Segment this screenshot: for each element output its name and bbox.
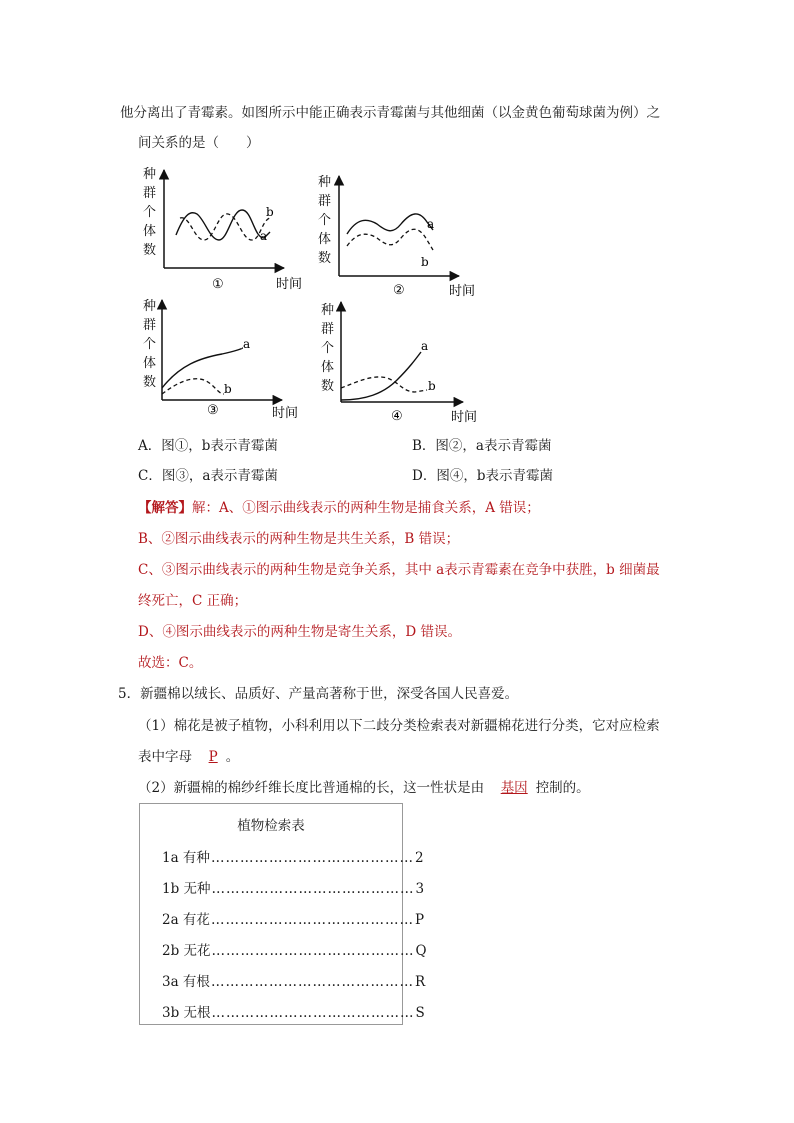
graph-4-y-label: [321, 303, 334, 394]
answer-line3: C、③图示曲线表示的两种生物是竞争关系，其中 a表示青霉素在竞争中获胜，b 细菌最: [138, 562, 660, 578]
key-row-1b: [162, 877, 425, 897]
option-b: B．图②，a表示青霉菌: [412, 438, 552, 454]
svg-text:数: 数: [318, 251, 332, 266]
key-row-result: S: [415, 1005, 425, 1021]
graph-2: [315, 168, 485, 303]
svg-text:体: 体: [318, 232, 332, 247]
svg-text:数: 数: [143, 243, 157, 258]
option-c: C．图③，a表示青霉菌: [138, 468, 278, 484]
graph-1-curve-a: [176, 210, 270, 240]
key-row-3a: [162, 970, 426, 990]
question5-part1-line2: [138, 748, 239, 766]
graph-3-y-label: [143, 299, 156, 390]
graph-4-x-label: 时间: [451, 410, 478, 425]
answer-line1-text: 解：A、①图示曲线表示的两种生物是捕食关系，A 错误；: [192, 500, 540, 516]
graph-4: [315, 294, 485, 429]
plant-key-table: [139, 803, 427, 1025]
graph-4-number: ④: [391, 409, 403, 424]
key-row-1a: [162, 846, 424, 866]
key-row-dots: ……………………………………: [211, 1005, 415, 1021]
part2-prefix: （2）新疆棉的棉纱纤维长度比普通棉的长，这一性状是由: [138, 780, 485, 796]
svg-text:群: 群: [143, 318, 157, 333]
svg-text:种: 种: [143, 167, 157, 182]
graph-3-label-a: a: [243, 337, 251, 351]
graph-2-label-a: a: [427, 217, 435, 231]
graph-1-label-a: a: [260, 229, 268, 243]
graph-2-number: ②: [393, 283, 405, 298]
graph-4-label-b: b: [428, 379, 436, 393]
key-row-dots: ……………………………………: [210, 974, 414, 990]
svg-text:种: 种: [143, 299, 157, 314]
svg-text:群: 群: [318, 194, 332, 209]
key-row-2a: [162, 908, 425, 928]
part2-suffix: 控制的。: [535, 780, 590, 796]
svg-text:个: 个: [321, 341, 335, 356]
graph-1-number: ①: [212, 277, 224, 292]
graph-2-y-label: [318, 175, 331, 266]
key-row-dots: ……………………………………: [210, 850, 414, 866]
part1-prefix: 表中字母: [138, 749, 192, 765]
graph-1-x-label: 时间: [276, 277, 303, 292]
graph-3-x-label: 时间: [272, 406, 299, 421]
plant-key-title: 植物检索表: [237, 818, 305, 834]
key-row-2b: [162, 939, 427, 959]
graph-3-curve-b: [162, 379, 224, 394]
graph-4-curve-a: [341, 352, 421, 400]
key-row-result: Q: [415, 943, 427, 959]
answer-line1: [138, 499, 540, 517]
svg-text:体: 体: [143, 356, 157, 371]
svg-text:体: 体: [143, 224, 157, 239]
option-a: A．图①，b表示青霉菌: [138, 438, 278, 454]
question5-stem: 5．新疆棉以绒长、品质好、产量高著称于世，深受各国人民喜爱。: [118, 686, 519, 702]
part1-suffix: 。: [225, 749, 240, 765]
svg-text:体: 体: [321, 360, 335, 375]
key-row-result: R: [414, 974, 426, 990]
question5-part2: [138, 779, 590, 797]
graph-2-label-b: b: [421, 255, 429, 269]
key-row-label: 2a 有花: [162, 912, 210, 928]
answer-line5: D、④图示曲线表示的两种生物是寄生关系，D 错误。: [138, 624, 461, 640]
answer-tag: 【解答】: [138, 500, 192, 516]
key-row-label: 2b 无花: [162, 943, 211, 959]
key-row-result: 2: [414, 850, 424, 866]
answer-line4: 终死亡，C 正确；: [138, 593, 248, 609]
part1-answer-blank: P: [208, 749, 218, 765]
svg-text:个: 个: [318, 213, 332, 228]
answer-line2: B、②图示曲线表示的两种生物是共生关系，B 错误；: [138, 531, 460, 547]
key-row-dots: ……………………………………: [211, 881, 415, 897]
graph-4-label-a: a: [421, 339, 429, 353]
graph-1-y-label: [143, 167, 156, 258]
key-row-dots: ……………………………………: [210, 912, 414, 928]
key-row-label: 3a 有根: [162, 974, 210, 990]
graph-3: [140, 290, 310, 425]
key-row-label: 1b 无种: [162, 881, 211, 897]
graph-2-x-label: 时间: [449, 284, 476, 299]
graph-1-label-b: b: [266, 205, 274, 219]
question-stem-line1: 他分离出了青霉素。如图所示中能正确表示青霉菌与其他细菌（以金黄色葡萄球菌为例）之: [120, 105, 660, 121]
part2-answer-blank: 基因: [500, 780, 528, 796]
key-row-label: 1a 有种: [162, 850, 210, 866]
graph-3-label-b: b: [224, 382, 232, 396]
svg-text:个: 个: [143, 337, 157, 352]
graph-1: [140, 160, 310, 295]
svg-text:群: 群: [143, 186, 157, 201]
question-stem-line2: 间关系的是（ ）: [138, 135, 260, 151]
svg-text:种: 种: [321, 303, 335, 318]
question5-part1-line1: （1）棉花是被子植物，小科利用以下二歧分类检索表对新疆棉花进行分类，它对应检索: [138, 718, 660, 734]
key-row-label: 3b 无根: [162, 1005, 211, 1021]
svg-text:种: 种: [318, 175, 332, 190]
key-row-dots: ……………………………………: [211, 943, 415, 959]
svg-text:个: 个: [143, 205, 157, 220]
key-row-result: P: [414, 912, 425, 928]
graph-2-curve-b: [347, 229, 433, 250]
svg-text:数: 数: [143, 375, 157, 390]
graph-3-number: ③: [207, 403, 219, 418]
key-row-3b: [162, 1001, 425, 1021]
key-row-result: 3: [415, 881, 425, 897]
svg-text:数: 数: [321, 379, 335, 394]
option-d: D．图④，b表示青霉菌: [412, 468, 553, 484]
svg-text:群: 群: [321, 322, 335, 337]
answer-conclusion: 故选：C。: [138, 655, 203, 671]
